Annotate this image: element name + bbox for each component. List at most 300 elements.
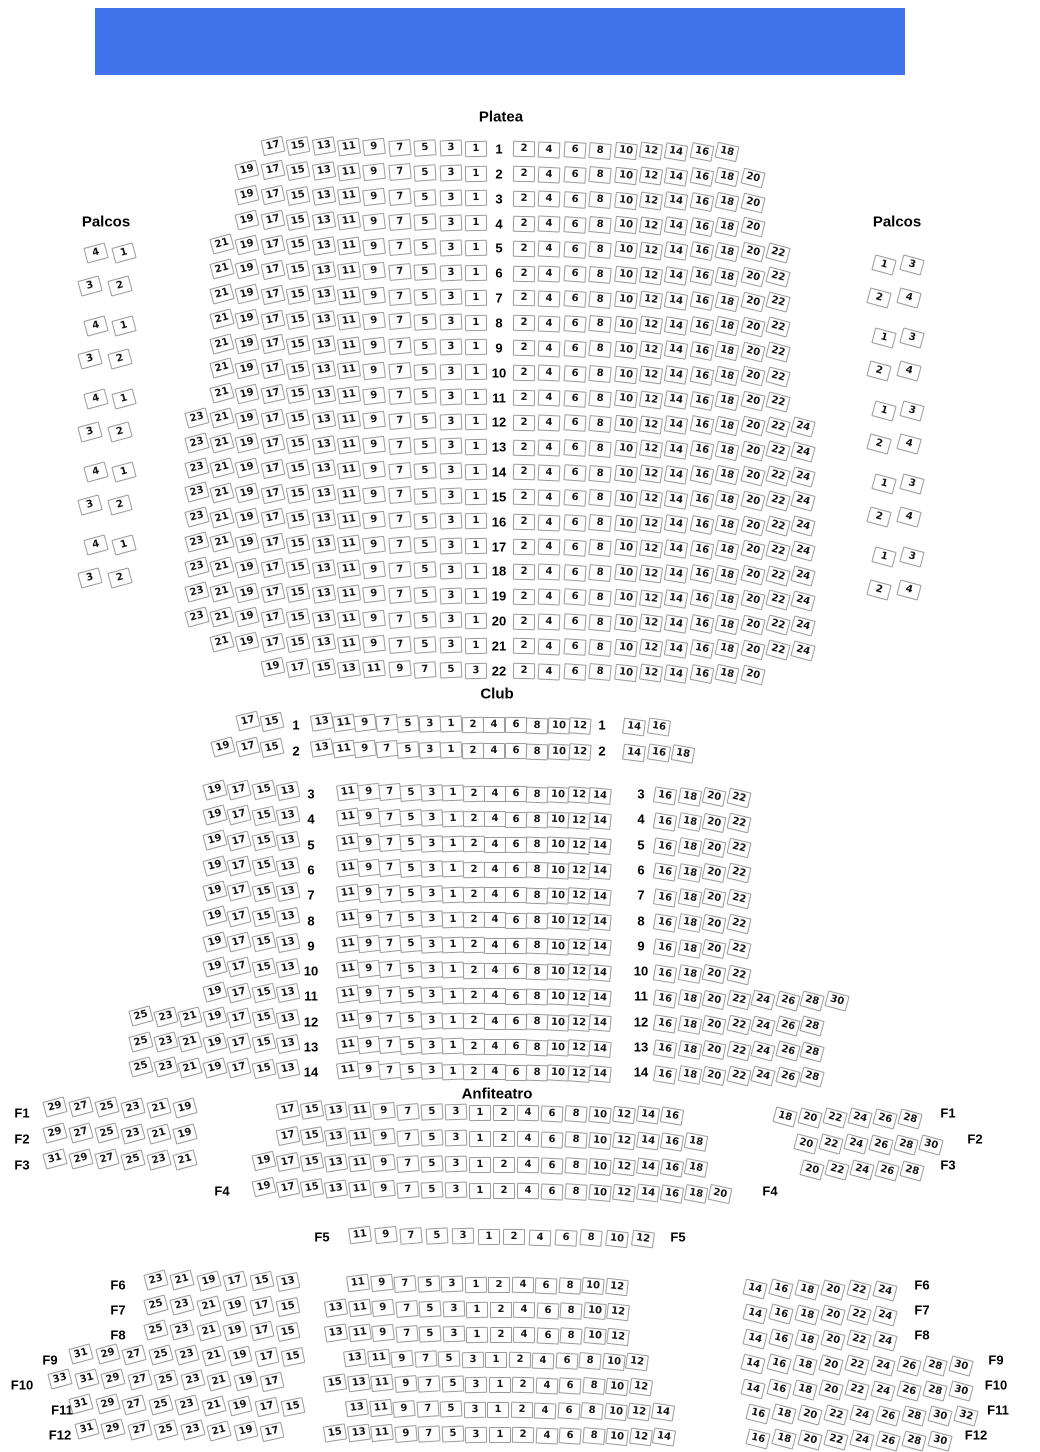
seat[interactable]: 9 [357,783,381,802]
seat[interactable]: 9 [357,808,381,827]
seat[interactable]: 5 [438,1351,461,1368]
seat[interactable]: 4 [538,365,561,382]
seat[interactable]: 13 [311,609,335,628]
seat[interactable]: 13 [311,311,335,330]
seat[interactable]: 13 [345,1398,369,1417]
seat[interactable]: 15 [300,1178,325,1198]
seat[interactable]: 16 [689,664,714,684]
seat[interactable]: 28 [799,991,824,1012]
seat[interactable]: 16 [766,1354,791,1375]
seat[interactable]: 26 [896,1380,921,1401]
seat[interactable]: 16 [689,266,714,286]
seat[interactable]: 12 [605,1278,629,1296]
seat[interactable]: 17 [254,1346,279,1366]
seat[interactable]: 7 [395,1325,418,1343]
seat[interactable]: 10 [605,1230,629,1248]
seat[interactable]: 9 [394,1375,417,1393]
seat[interactable]: 20 [702,939,727,959]
seat[interactable]: 21 [177,1032,202,1053]
seat[interactable]: 19 [227,1346,252,1367]
seat[interactable]: 18 [715,167,740,187]
seat[interactable]: 2 [107,422,132,443]
seat[interactable]: 18 [677,838,702,858]
seat[interactable]: 23 [184,482,209,503]
seat[interactable]: 13 [276,958,301,978]
seat[interactable]: 22 [765,366,790,387]
seat[interactable]: 9 [363,237,387,256]
seat[interactable]: 1 [440,742,463,759]
seat[interactable]: 2 [463,785,485,802]
seat[interactable]: 9 [363,436,387,455]
seat[interactable]: 17 [260,384,285,404]
seat[interactable]: 24 [849,1405,874,1426]
seat[interactable]: 10 [614,614,638,633]
seat[interactable]: 7 [396,1181,419,1199]
seat[interactable]: 13 [310,739,334,758]
seat[interactable]: 23 [180,1420,205,1441]
seat[interactable]: 24 [791,516,816,537]
seat[interactable]: 12 [612,1184,636,1203]
seat[interactable]: 18 [715,614,740,634]
seat[interactable]: 13 [324,1323,348,1342]
seat[interactable]: 15 [249,1271,274,1292]
seat[interactable]: 10 [614,142,638,161]
seat[interactable]: 19 [202,830,227,851]
seat[interactable]: 19 [235,532,260,553]
seat[interactable]: 6 [563,365,586,383]
seat[interactable]: 20 [740,267,765,288]
seat[interactable]: 19 [260,657,285,677]
seat[interactable]: 6 [505,887,527,903]
seat[interactable]: 6 [504,717,526,733]
seat[interactable]: 6 [563,191,586,209]
seat[interactable]: 5 [421,1155,444,1172]
seat[interactable]: 9 [357,859,381,878]
seat[interactable]: 19 [235,259,260,280]
seat[interactable]: 19 [202,982,227,1003]
seat[interactable]: 17 [260,558,285,578]
seat[interactable]: 5 [414,562,437,580]
seat[interactable]: 2 [463,912,485,929]
seat[interactable]: 4 [535,1377,558,1394]
seat[interactable]: 19 [251,1177,276,1198]
seat[interactable]: 21 [146,1123,171,1144]
seat[interactable]: 14 [664,390,688,409]
seat[interactable]: 3 [421,987,444,1004]
seat[interactable]: 2 [513,564,535,581]
seat[interactable]: 1 [465,314,487,330]
seat[interactable]: 20 [818,1379,843,1400]
seat[interactable]: 2 [493,1183,515,1199]
seat[interactable]: 6 [563,340,586,358]
seat[interactable]: 11 [331,713,355,732]
seat[interactable]: 8 [588,614,611,632]
seat[interactable]: 13 [311,559,335,578]
seat[interactable]: 1 [466,1301,488,1317]
seat[interactable]: 4 [535,1427,558,1444]
seat[interactable]: 13 [311,236,335,255]
seat[interactable]: 3 [439,214,462,231]
seat[interactable]: 5 [396,741,419,759]
seat[interactable]: 21 [206,1420,231,1441]
seat[interactable]: 14 [652,1428,676,1447]
seat[interactable]: 12 [567,837,590,855]
seat[interactable]: 10 [547,913,570,930]
seat[interactable]: 1 [465,190,487,206]
seat[interactable]: 20 [797,1429,822,1450]
seat[interactable]: 4 [484,988,506,1004]
seat[interactable]: 28 [893,1134,918,1155]
seat[interactable]: 9 [363,461,387,480]
seat[interactable]: 12 [567,888,590,906]
seat[interactable]: 23 [120,1097,145,1118]
seat[interactable]: 2 [463,1038,485,1055]
seat[interactable]: 30 [927,1405,952,1426]
seat[interactable]: 10 [547,862,570,879]
seat[interactable]: 14 [664,564,688,583]
seat[interactable]: 21 [209,283,234,304]
seat[interactable]: 22 [822,1107,847,1128]
seat[interactable]: 15 [300,1126,325,1146]
seat[interactable]: 1 [442,962,465,979]
seat[interactable]: 10 [614,316,638,335]
seat[interactable]: 20 [740,465,765,486]
seat[interactable]: 11 [348,1324,372,1343]
seat[interactable]: 12 [567,862,590,880]
seat[interactable]: 29 [68,1148,93,1169]
seat[interactable]: 1 [465,140,487,156]
seat[interactable]: 2 [463,988,485,1005]
seat[interactable]: 12 [639,167,663,186]
seat[interactable]: 14 [664,440,688,459]
seat[interactable]: 14 [650,1403,674,1422]
seat[interactable]: 1 [465,265,487,281]
seat[interactable]: 9 [363,560,387,579]
seat[interactable]: 1 [487,1402,509,1418]
seat[interactable]: 16 [660,1106,684,1125]
seat[interactable]: 2 [463,887,485,904]
seat[interactable]: 8 [526,913,549,930]
seat[interactable]: 7 [396,1129,419,1147]
seat[interactable]: 8 [588,663,611,681]
seat[interactable]: 11 [337,411,361,430]
seat[interactable]: 12 [568,717,591,735]
seat[interactable]: 3 [445,1130,468,1147]
seat[interactable]: 9 [363,635,387,654]
seat[interactable]: 7 [388,635,411,653]
seat[interactable]: 8 [588,241,611,259]
seat[interactable]: 9 [363,163,387,182]
seat[interactable]: 24 [750,1015,775,1036]
seat[interactable]: 11 [337,609,361,628]
seat[interactable]: 17 [260,409,285,429]
seat[interactable]: 18 [715,440,740,460]
seat[interactable]: 19 [227,1396,252,1417]
seat[interactable]: 2 [513,315,535,332]
seat[interactable]: 14 [664,241,688,260]
seat[interactable]: 10 [614,291,638,310]
seat[interactable]: 24 [791,640,816,661]
seat[interactable]: 1 [477,1229,499,1245]
seat[interactable]: 1 [442,1038,465,1055]
seat[interactable]: 3 [421,961,444,978]
seat[interactable]: 8 [558,1277,581,1294]
seat[interactable]: 15 [286,409,311,429]
seat[interactable]: 22 [765,267,790,288]
seat[interactable]: 28 [922,1355,947,1376]
seat[interactable]: 9 [363,362,387,381]
seat[interactable]: 20 [740,316,765,337]
seat[interactable]: 3 [421,885,444,902]
seat[interactable]: 7 [388,288,411,306]
seat[interactable]: 17 [226,780,251,801]
seat[interactable]: 6 [504,743,526,759]
seat[interactable]: 7 [378,1036,402,1054]
seat[interactable]: 3 [452,1228,475,1245]
seat[interactable]: 2 [512,1377,534,1394]
seat[interactable]: 22 [765,317,790,338]
seat[interactable]: 23 [184,606,209,627]
seat[interactable]: 3 [465,1426,487,1442]
seat[interactable]: 20 [702,964,727,984]
seat[interactable]: 15 [286,633,311,653]
seat[interactable]: 15 [286,186,311,206]
seat[interactable]: 7 [378,884,402,902]
seat[interactable]: 20 [702,863,727,883]
seat[interactable]: 11 [337,535,361,554]
seat[interactable]: 19 [235,334,260,355]
seat[interactable]: 21 [209,432,234,453]
seat[interactable]: 16 [653,939,677,958]
seat[interactable]: 7 [388,188,411,206]
seat[interactable]: 15 [251,856,276,877]
seat[interactable]: 25 [128,1056,153,1077]
seat[interactable]: 13 [311,584,335,603]
seat[interactable]: 17 [260,583,285,603]
seat[interactable]: 19 [202,1032,227,1053]
seat[interactable]: 8 [588,440,611,458]
seat[interactable]: 25 [128,1031,153,1052]
seat[interactable]: 5 [414,586,437,604]
seat[interactable]: 2 [463,1064,485,1081]
seat[interactable]: 24 [872,1305,897,1326]
seat[interactable]: 3 [421,911,444,928]
seat[interactable]: 15 [300,1100,325,1120]
seat[interactable]: 7 [388,238,411,256]
seat[interactable]: 18 [715,465,740,485]
seat[interactable]: 7 [393,1275,416,1293]
seat[interactable]: 27 [68,1096,93,1117]
seat[interactable]: 22 [726,914,751,935]
seat[interactable]: 10 [547,837,570,854]
seat[interactable]: 1 [465,563,487,579]
seat[interactable]: 4 [532,1352,555,1369]
seat[interactable]: 12 [639,515,663,534]
seat[interactable]: 5 [414,288,437,306]
seat[interactable]: 4 [538,141,561,158]
seat[interactable]: 13 [324,1298,348,1317]
seat[interactable]: 12 [639,490,663,509]
seat[interactable]: 4 [83,461,108,482]
seat[interactable]: 22 [726,1040,751,1061]
seat[interactable]: 9 [363,312,387,331]
seat[interactable]: 2 [513,340,535,357]
seat[interactable]: 12 [567,1014,590,1032]
seat[interactable]: 14 [664,664,688,683]
seat[interactable]: 12 [639,589,663,608]
seat[interactable]: 16 [689,490,714,510]
seat[interactable]: 4 [538,216,561,233]
seat[interactable]: 22 [726,787,751,808]
seat[interactable]: 8 [526,963,549,980]
seat[interactable]: 6 [563,241,586,259]
seat[interactable]: 10 [588,1131,611,1149]
seat[interactable]: 13 [324,1101,348,1120]
seat[interactable]: 5 [421,1103,444,1120]
seat[interactable]: 1 [465,463,487,479]
seat[interactable]: 21 [209,408,234,429]
seat[interactable]: 10 [614,340,638,359]
seat[interactable]: 17 [260,483,285,503]
seat[interactable]: 20 [740,615,765,636]
seat[interactable]: 2 [107,568,132,589]
seat[interactable]: 5 [414,239,437,257]
seat[interactable]: 8 [580,1402,603,1420]
seat[interactable]: 6 [563,614,586,632]
seat[interactable]: 30 [948,1380,973,1401]
seat[interactable]: 20 [740,590,765,611]
seat[interactable]: 15 [286,583,311,603]
seat[interactable]: 9 [363,188,387,207]
seat[interactable]: 11 [337,435,361,454]
seat[interactable]: 14 [664,291,688,310]
seat[interactable]: 15 [251,907,276,928]
seat[interactable]: 10 [583,1327,606,1345]
seat[interactable]: 1 [871,254,896,275]
seat[interactable]: 13 [276,933,301,953]
seat[interactable]: 2 [508,1352,530,1368]
seat[interactable]: 21 [209,259,234,280]
seat[interactable]: 15 [286,136,311,156]
seat[interactable]: 3 [439,140,462,157]
seat[interactable]: 17 [235,737,260,758]
seat[interactable]: 19 [235,209,260,230]
seat[interactable]: 21 [201,1395,226,1416]
seat[interactable]: 20 [702,787,727,807]
seat[interactable]: 8 [588,465,611,483]
seat[interactable]: 3 [442,1326,465,1343]
seat[interactable]: 20 [820,1279,845,1300]
seat[interactable]: 14 [636,1184,660,1203]
seat[interactable]: 5 [414,164,437,182]
seat[interactable]: 2 [463,962,485,979]
seat[interactable]: 12 [568,743,591,761]
seat[interactable]: 18 [792,1379,817,1400]
seat[interactable]: 17 [235,711,260,732]
seat[interactable]: 21 [206,1370,231,1391]
seat[interactable]: 9 [357,960,381,979]
seat[interactable]: 15 [251,1059,276,1080]
seat[interactable]: 25 [120,1149,145,1170]
seat[interactable]: 10 [547,812,570,829]
seat[interactable]: 15 [251,806,276,827]
seat[interactable]: 17 [226,1007,251,1028]
seat[interactable]: 4 [483,743,505,759]
seat[interactable]: 7 [388,536,411,554]
seat[interactable]: 16 [689,391,714,411]
seat[interactable]: 8 [588,365,611,383]
seat[interactable]: 19 [202,906,227,927]
seat[interactable]: 13 [343,1348,367,1367]
seat[interactable]: 13 [324,1153,348,1172]
seat[interactable]: 6 [563,415,586,433]
seat[interactable]: 20 [740,490,765,511]
seat[interactable]: 14 [636,1132,660,1151]
seat[interactable]: 20 [740,192,765,213]
seat[interactable]: 15 [251,831,276,852]
seat[interactable]: 19 [235,383,260,404]
seat[interactable]: 1 [488,1427,510,1443]
seat[interactable]: 23 [120,1123,145,1144]
seat[interactable]: 11 [336,833,360,852]
seat[interactable]: 2 [866,506,891,527]
seat[interactable]: 10 [547,1039,570,1056]
seat[interactable]: 6 [505,837,527,853]
seat[interactable]: 16 [653,787,677,806]
seat[interactable]: 1 [442,937,465,954]
seat[interactable]: 2 [866,579,891,600]
seat[interactable]: 18 [684,1132,709,1152]
seat[interactable]: 19 [233,1371,258,1392]
seat[interactable]: 19 [235,582,260,603]
seat[interactable]: 23 [153,1031,178,1052]
seat[interactable]: 22 [846,1305,871,1326]
seat[interactable]: 6 [563,390,586,408]
seat[interactable]: 5 [414,363,437,381]
seat[interactable]: 18 [715,316,740,336]
seat[interactable]: 16 [689,217,714,237]
seat[interactable]: 2 [513,414,535,431]
seat[interactable]: 1 [485,1352,507,1368]
seat[interactable]: 15 [286,260,311,280]
seat[interactable]: 4 [484,912,506,928]
seat[interactable]: 4 [484,836,506,852]
seat[interactable]: 20 [740,664,765,685]
seat[interactable]: 3 [421,1037,444,1054]
seat[interactable]: 2 [510,1402,532,1418]
seat[interactable]: 8 [526,717,549,734]
seat[interactable]: 5 [414,611,437,629]
seat[interactable]: 4 [484,862,506,878]
seat[interactable]: 7 [388,586,411,604]
seat[interactable]: 16 [689,192,714,212]
seat[interactable]: 30 [927,1430,952,1451]
seat[interactable]: 19 [202,1007,227,1028]
seat[interactable]: 3 [439,488,462,505]
seat[interactable]: 19 [235,284,260,305]
seat[interactable]: 22 [765,590,790,611]
seat[interactable]: 12 [629,1378,653,1397]
seat[interactable]: 3 [439,537,462,554]
seat[interactable]: 19 [235,160,260,181]
seat[interactable]: 11 [337,386,361,405]
seat[interactable]: 15 [286,509,311,529]
seat[interactable]: 14 [664,490,688,509]
seat[interactable]: 2 [463,1013,485,1030]
seat[interactable]: 11 [348,1102,372,1121]
seat[interactable]: 20 [740,366,765,387]
seat[interactable]: 19 [235,508,260,529]
